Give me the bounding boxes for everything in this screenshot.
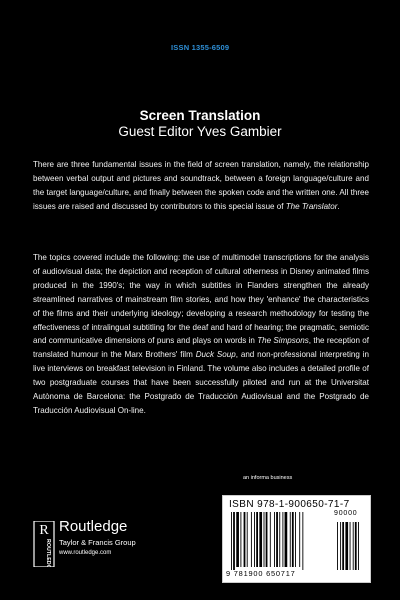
barcode-bar bbox=[254, 512, 255, 567]
barcode-addon-bar bbox=[340, 522, 341, 570]
barcode-bar bbox=[276, 512, 278, 567]
barcode-bar bbox=[292, 512, 294, 567]
barcode-bar bbox=[231, 512, 232, 570]
book-title: Screen Translation bbox=[139, 108, 261, 123]
barcode-bar bbox=[259, 512, 262, 567]
barcode-addon-bar bbox=[342, 522, 344, 570]
barcode-bar bbox=[244, 512, 246, 567]
description-paragraph-1 bbox=[33, 158, 369, 214]
barcode-addon-bar bbox=[345, 522, 348, 570]
barcode-bar bbox=[274, 512, 275, 567]
barcode-bar bbox=[285, 512, 288, 567]
barcode-bar bbox=[264, 512, 265, 567]
barcode-bar bbox=[266, 512, 268, 567]
description-paragraph-2 bbox=[33, 251, 369, 418]
barcode-bar bbox=[233, 512, 235, 570]
isbn-number: ISBN 978-1-900650-71-7 bbox=[229, 499, 350, 510]
barcode-addon-bar bbox=[355, 522, 357, 570]
logo-spine-text: ROUTLEDGE bbox=[45, 539, 51, 567]
informa-tagline: an informa business bbox=[243, 475, 293, 481]
logo-letter: R bbox=[39, 523, 49, 538]
barcode-bar bbox=[299, 512, 300, 567]
barcode-addon-bar bbox=[353, 522, 354, 570]
barcode-bar bbox=[282, 512, 283, 567]
barcode-addon-bar bbox=[337, 522, 338, 570]
para2-part2: , the reception of translated humour in the Marx Brothers' film bbox=[33, 336, 370, 360]
italic-duck-soup: Duck Soup bbox=[195, 350, 236, 360]
publisher-group: Taylor & Francis Group bbox=[59, 538, 136, 547]
italic-simpsons: The Simpsons bbox=[257, 336, 309, 346]
publisher-url: www.routledge.com bbox=[59, 550, 112, 556]
barcode-bar bbox=[295, 512, 296, 567]
barcode-addon-bar bbox=[358, 522, 359, 570]
barcode-addon-bar bbox=[350, 522, 351, 570]
barcode-bar bbox=[302, 512, 303, 570]
barcode-bar bbox=[240, 512, 241, 567]
barcode-bars bbox=[229, 512, 367, 570]
barcode-bar bbox=[247, 512, 248, 567]
barcode-bar bbox=[256, 512, 258, 567]
barcode-bar bbox=[251, 512, 252, 567]
para1-end: . bbox=[337, 201, 340, 211]
routledge-logo-icon bbox=[33, 521, 55, 572]
isbn-barcode bbox=[222, 495, 371, 583]
para2-part3: , and non-professional interpreting in live interviews on breakfast television in Finland. The volume also includes a detailed profile of two postgraduate courses that have been successfully piloted and run at the Universitat Autònoma de Barcelona: the Postgrado de Traducción Audiovisual and the Postgrado de Traducción Audiovisual On-line. bbox=[33, 350, 369, 415]
barcode-bar bbox=[270, 512, 271, 567]
barcode-digits: 9 781900 650717 bbox=[226, 569, 296, 578]
journal-title: The Translator bbox=[285, 201, 338, 211]
para2-part1: The topics covered include the following: the use of multimodel transcriptions for the analysis of audiovisual data; the depiction and reception of cultural otherness in Disney animated films produced in the 1990's; the way in which subtitles in Flanders strengthen the already streamlined narratives of mainstream film stories, and how they 'enhance' the characteristics of the films and their underlying ideology; developing a research methodology for testing the effectiveness of intralingual subtitling for the deaf and hard of hearing; the pragmatic, semiotic and communicative dimensions of puns and plays on words in bbox=[33, 253, 369, 346]
barcode-bar bbox=[290, 512, 291, 567]
barcode-bar bbox=[279, 512, 280, 567]
para1-text: There are three fundamental issues in the field of screen translation, namely, the relationship between verbal output and pictures and soundtrack, between a foreign language/culture and the target language/culture, and finally between the spoken code and the written one. All three issues are raised and discussed by contributors to this special issue of bbox=[33, 160, 369, 211]
barcode-addon-digits: 90000 bbox=[334, 510, 358, 517]
guest-editor-line: Guest Editor Yves Gambier bbox=[118, 124, 282, 139]
publisher-name: Routledge bbox=[59, 518, 128, 535]
issn-label: ISSN 1355-6509 bbox=[171, 43, 230, 52]
barcode-bar bbox=[236, 512, 239, 567]
